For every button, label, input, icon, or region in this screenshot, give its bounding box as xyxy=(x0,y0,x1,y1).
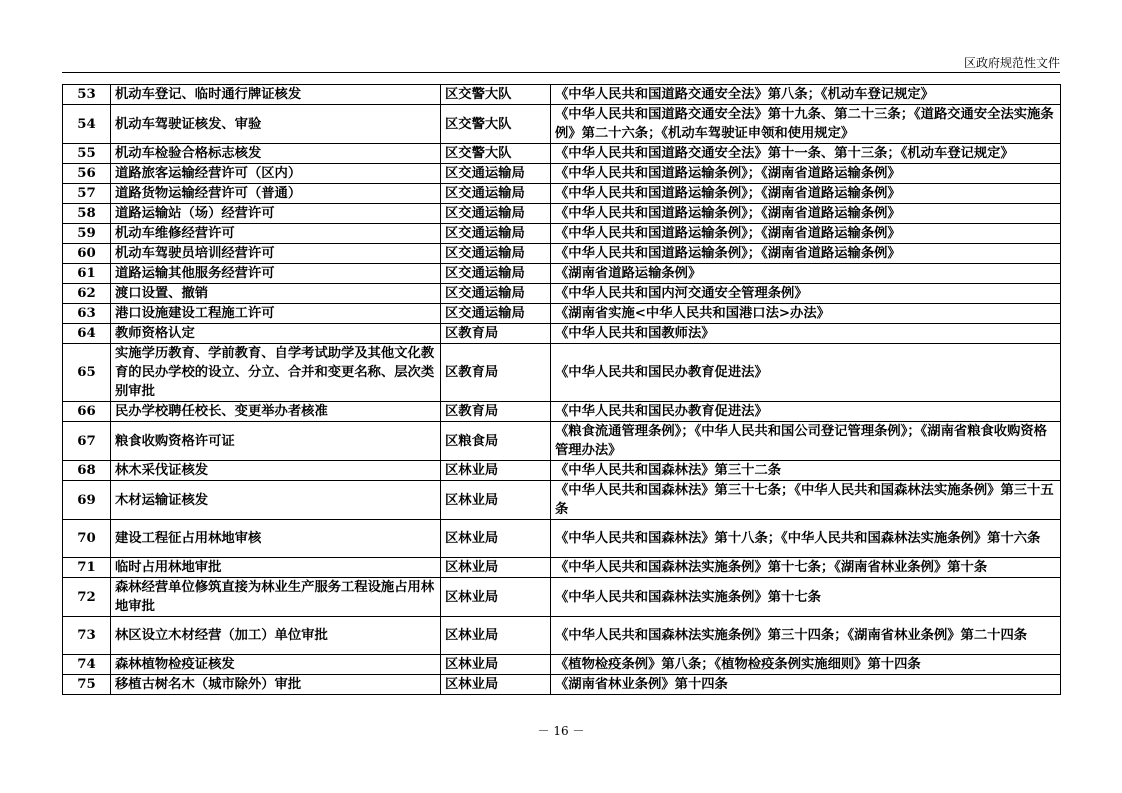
item-name-cell: 道路旅客运输经营许可（区内） xyxy=(111,164,441,184)
legal-basis-cell: 《中华人民共和国道路交通安全法》第十九条、第二十三条；《道路交通安全法实施条例》第二十六条；《机动车驾驶证申领和使用规定》 xyxy=(551,105,1061,144)
table-row xyxy=(63,184,1061,204)
row-number-cell: 57 xyxy=(63,184,111,204)
table-row xyxy=(63,422,1061,461)
item-name-cell: 道路运输站（场）经营许可 xyxy=(111,204,441,224)
legal-basis-cell: 《中华人民共和国道路交通安全法》第十一条、第十三条；《机动车登记规定》 xyxy=(551,144,1061,164)
row-number-cell: 65 xyxy=(63,344,111,402)
table-row xyxy=(63,144,1061,164)
legal-basis-cell: 《中华人民共和国道路运输条例》；《湖南省道路运输条例》 xyxy=(551,244,1061,264)
item-name-cell: 森林经营单位修筑直接为林业生产服务工程设施占用林地审批 xyxy=(111,578,441,617)
item-name-cell: 机动车维修经营许可 xyxy=(111,224,441,244)
page-header xyxy=(62,52,1060,73)
row-number-cell: 63 xyxy=(63,304,111,324)
department-cell: 区交通运输局 xyxy=(441,284,551,304)
table-row xyxy=(63,617,1061,655)
row-number-cell: 60 xyxy=(63,244,111,264)
department-cell: 区林业局 xyxy=(441,655,551,675)
row-number-cell: 53 xyxy=(63,85,111,105)
legal-basis-cell: 《中华人民共和国道路交通安全法》第八条；《机动车登记规定》 xyxy=(551,85,1061,105)
table-row xyxy=(63,85,1061,105)
department-cell: 区交通运输局 xyxy=(441,184,551,204)
legal-basis-cell: 《粮食流通管理条例》；《中华人民共和国公司登记管理条例》；《湖南省粮食收购资格管理办法》 xyxy=(551,422,1061,461)
table-row xyxy=(63,324,1061,344)
row-number-cell: 58 xyxy=(63,204,111,224)
item-name-cell: 建设工程征占用林地审核 xyxy=(111,520,441,558)
table-row xyxy=(63,164,1061,184)
row-number-cell: 62 xyxy=(63,284,111,304)
item-name-cell: 港口设施建设工程施工许可 xyxy=(111,304,441,324)
row-number-cell: 71 xyxy=(63,558,111,578)
legal-basis-cell: 《中华人民共和国教师法》 xyxy=(551,324,1061,344)
department-cell: 区交通运输局 xyxy=(441,264,551,284)
item-name-cell: 林木采伐证核发 xyxy=(111,461,441,481)
table-row xyxy=(63,481,1061,520)
legal-basis-cell: 《湖南省实施<中华人民共和国港口法>办法》 xyxy=(551,304,1061,324)
department-cell: 区交通运输局 xyxy=(441,204,551,224)
legal-basis-cell: 《中华人民共和国道路运输条例》；《湖南省道路运输条例》 xyxy=(551,204,1061,224)
department-cell: 区交通运输局 xyxy=(441,304,551,324)
department-cell: 区交通运输局 xyxy=(441,244,551,264)
row-number-cell: 72 xyxy=(63,578,111,617)
table-row xyxy=(63,284,1061,304)
table-row xyxy=(63,204,1061,224)
table-row xyxy=(63,224,1061,244)
legal-basis-cell: 《中华人民共和国民办教育促进法》 xyxy=(551,344,1061,402)
table-row xyxy=(63,304,1061,324)
item-name-cell: 道路运输其他服务经营许可 xyxy=(111,264,441,284)
item-name-cell: 机动车登记、临时通行牌证核发 xyxy=(111,85,441,105)
legal-basis-cell: 《中华人民共和国道路运输条例》；《湖南省道路运输条例》 xyxy=(551,224,1061,244)
row-number-cell: 68 xyxy=(63,461,111,481)
row-number-cell: 70 xyxy=(63,520,111,558)
table-row xyxy=(63,675,1061,695)
row-number-cell: 69 xyxy=(63,481,111,520)
row-number-cell: 61 xyxy=(63,264,111,284)
table-body xyxy=(63,85,1061,695)
table-row xyxy=(63,105,1061,144)
department-cell: 区林业局 xyxy=(441,481,551,520)
legal-basis-cell: 《中华人民共和国道路运输条例》；《湖南省道路运输条例》 xyxy=(551,164,1061,184)
row-number-cell: 64 xyxy=(63,324,111,344)
table-row xyxy=(63,244,1061,264)
table-row xyxy=(63,520,1061,558)
document-category-label: 区政府规范性文件 xyxy=(963,56,1060,70)
department-cell: 区林业局 xyxy=(441,461,551,481)
item-name-cell: 民办学校聘任校长、变更举办者核准 xyxy=(111,402,441,422)
item-name-cell: 森林植物检疫证核发 xyxy=(111,655,441,675)
legal-basis-cell: 《中华人民共和国森林法》第十八条；《中华人民共和国森林法实施条例》第十六条 xyxy=(551,520,1061,558)
table-row xyxy=(63,578,1061,617)
legal-basis-cell: 《植物检疫条例》第八条；《植物检疫条例实施细则》第十四条 xyxy=(551,655,1061,675)
row-number-cell: 56 xyxy=(63,164,111,184)
legal-basis-cell: 《中华人民共和国民办教育促进法》 xyxy=(551,402,1061,422)
item-name-cell: 机动车驾驶证核发、审验 xyxy=(111,105,441,144)
department-cell: 区交警大队 xyxy=(441,85,551,105)
page-number: － 16 － xyxy=(537,724,585,738)
department-cell: 区粮食局 xyxy=(441,422,551,461)
row-number-cell: 73 xyxy=(63,617,111,655)
row-number-cell: 74 xyxy=(63,655,111,675)
row-number-cell: 67 xyxy=(63,422,111,461)
department-cell: 区林业局 xyxy=(441,520,551,558)
item-name-cell: 道路货物运输经营许可（普通） xyxy=(111,184,441,204)
table-row xyxy=(63,655,1061,675)
row-number-cell: 55 xyxy=(63,144,111,164)
row-number-cell: 59 xyxy=(63,224,111,244)
item-name-cell: 木材运输证核发 xyxy=(111,481,441,520)
row-number-cell: 54 xyxy=(63,105,111,144)
department-cell: 区林业局 xyxy=(441,578,551,617)
approval-items-table xyxy=(62,84,1061,695)
department-cell: 区林业局 xyxy=(441,558,551,578)
department-cell: 区交通运输局 xyxy=(441,224,551,244)
item-name-cell: 教师资格认定 xyxy=(111,324,441,344)
department-cell: 区林业局 xyxy=(441,617,551,655)
table-row xyxy=(63,264,1061,284)
row-number-cell: 75 xyxy=(63,675,111,695)
row-number-cell: 66 xyxy=(63,402,111,422)
department-cell: 区林业局 xyxy=(441,675,551,695)
item-name-cell: 机动车驾驶员培训经营许可 xyxy=(111,244,441,264)
item-name-cell: 移植古树名木（城市除外）审批 xyxy=(111,675,441,695)
legal-basis-cell: 《湖南省道路运输条例》 xyxy=(551,264,1061,284)
department-cell: 区交警大队 xyxy=(441,144,551,164)
item-name-cell: 渡口设置、撤销 xyxy=(111,284,441,304)
department-cell: 区教育局 xyxy=(441,344,551,402)
item-name-cell: 实施学历教育、学前教育、自学考试助学及其他文化教育的民办学校的设立、分立、合并和变更名称、层次类别审批 xyxy=(111,344,441,402)
legal-basis-cell: 《中华人民共和国森林法》第三十七条；《中华人民共和国森林法实施条例》第三十五条 xyxy=(551,481,1061,520)
department-cell: 区教育局 xyxy=(441,324,551,344)
item-name-cell: 临时占用林地审批 xyxy=(111,558,441,578)
legal-basis-cell: 《中华人民共和国森林法实施条例》第十七条；《湖南省林业条例》第十条 xyxy=(551,558,1061,578)
table-row xyxy=(63,461,1061,481)
legal-basis-cell: 《中华人民共和国内河交通安全管理条例》 xyxy=(551,284,1061,304)
department-cell: 区教育局 xyxy=(441,402,551,422)
legal-basis-cell: 《湖南省林业条例》第十四条 xyxy=(551,675,1061,695)
item-name-cell: 粮食收购资格许可证 xyxy=(111,422,441,461)
legal-basis-cell: 《中华人民共和国森林法实施条例》第十七条 xyxy=(551,578,1061,617)
item-name-cell: 林区设立木材经营（加工）单位审批 xyxy=(111,617,441,655)
table-row xyxy=(63,344,1061,402)
department-cell: 区交通运输局 xyxy=(441,164,551,184)
legal-basis-cell: 《中华人民共和国道路运输条例》；《湖南省道路运输条例》 xyxy=(551,184,1061,204)
legal-basis-cell: 《中华人民共和国森林法》第三十二条 xyxy=(551,461,1061,481)
item-name-cell: 机动车检验合格标志核发 xyxy=(111,144,441,164)
table-row xyxy=(63,558,1061,578)
table-row xyxy=(63,402,1061,422)
department-cell: 区交警大队 xyxy=(441,105,551,144)
legal-basis-cell: 《中华人民共和国森林法实施条例》第三十四条；《湖南省林业条例》第二十四条 xyxy=(551,617,1061,655)
